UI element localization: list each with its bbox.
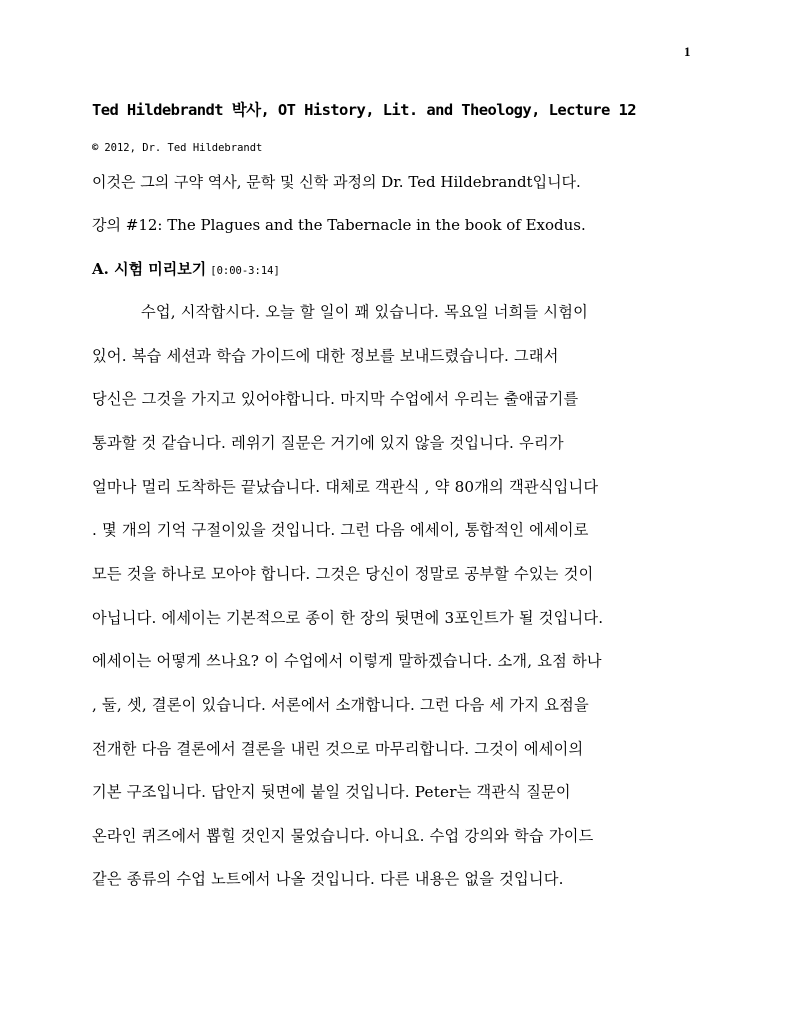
paragraph-line: 있어. 복습 세션과 학습 가이드에 대한 정보를 보내드렸습니다. 그래서: [92, 347, 559, 365]
paragraph-line: 전개한 다음 결론에서 결론을 내린 것으로 마무리합니다. 그것이 에세이의: [92, 740, 584, 758]
page-number: 1: [684, 44, 691, 59]
paragraph-line: 같은 종류의 수업 노트에서 나올 것입니다. 다른 내용은 없을 것입니다.: [92, 870, 564, 888]
paragraph-line: 아닙니다. 에세이는 기본적으로 종이 한 장의 뒷면에 3포인트가 될 것입니다.: [92, 609, 604, 627]
copyright-symbol: ©: [92, 142, 99, 154]
paragraph-line: 당신은 그것을 가지고 있어야합니다. 마지막 수업에서 우리는 출애굽기를: [92, 390, 579, 408]
section-heading: [92, 258, 280, 279]
document-title: Ted Hildebrandt 박사, OT History, Lit. and Theology, Lecture 12: [92, 101, 636, 119]
copyright-line: [92, 142, 262, 154]
copyright-text: 2012, Dr. Ted Hildebrandt: [104, 142, 263, 154]
paragraph-line: , 둘, 셋, 결론이 있습니다. 서론에서 소개합니다. 그런 다음 세 가지 요점을: [92, 696, 589, 714]
paragraph-line: 수업, 시작합시다. 오늘 할 일이 꽤 있습니다. 목요일 너희들 시험이: [141, 303, 588, 321]
paragraph-line: 기본 구조입니다. 답안지 뒷면에 붙일 것입니다. Peter는 객관식 질문이: [92, 783, 571, 801]
paragraph-line: . 몇 개의 기억 구절이있을 것입니다. 그런 다음 에세이, 통합적인 에세이로: [92, 521, 589, 539]
paragraph-line: 모든 것을 하나로 모아야 합니다. 그것은 당신이 정말로 공부할 수있는 것이: [92, 565, 594, 583]
paragraph-line: 에세이는 어떻게 쓰나요? 이 수업에서 이렇게 말하겠습니다. 소개, 요점 하나: [92, 652, 602, 670]
intro-line-lecture: 강의 #12: The Plagues and the Tabernacle in the book of Exodus.: [92, 216, 586, 234]
paragraph-line: 얼마나 멀리 도착하든 끝났습니다. 대체로 객관식 , 약 80개의 객관식입니다: [92, 478, 599, 496]
section-heading-text: A. 시험 미리보기: [92, 260, 207, 278]
section-timestamp: [0:00-3:14]: [210, 265, 280, 277]
intro-line-course: 이것은 그의 구약 역사, 문학 및 신학 과정의 Dr. Ted Hildebrandt입니다.: [92, 173, 581, 191]
paragraph-line: 통과할 것 같습니다. 레위기 질문은 거기에 있지 않을 것입니다. 우리가: [92, 434, 564, 452]
paragraph-line: 온라인 퀴즈에서 뽑힐 것인지 물었습니다. 아니요. 수업 강의와 학습 가이드: [92, 827, 594, 845]
